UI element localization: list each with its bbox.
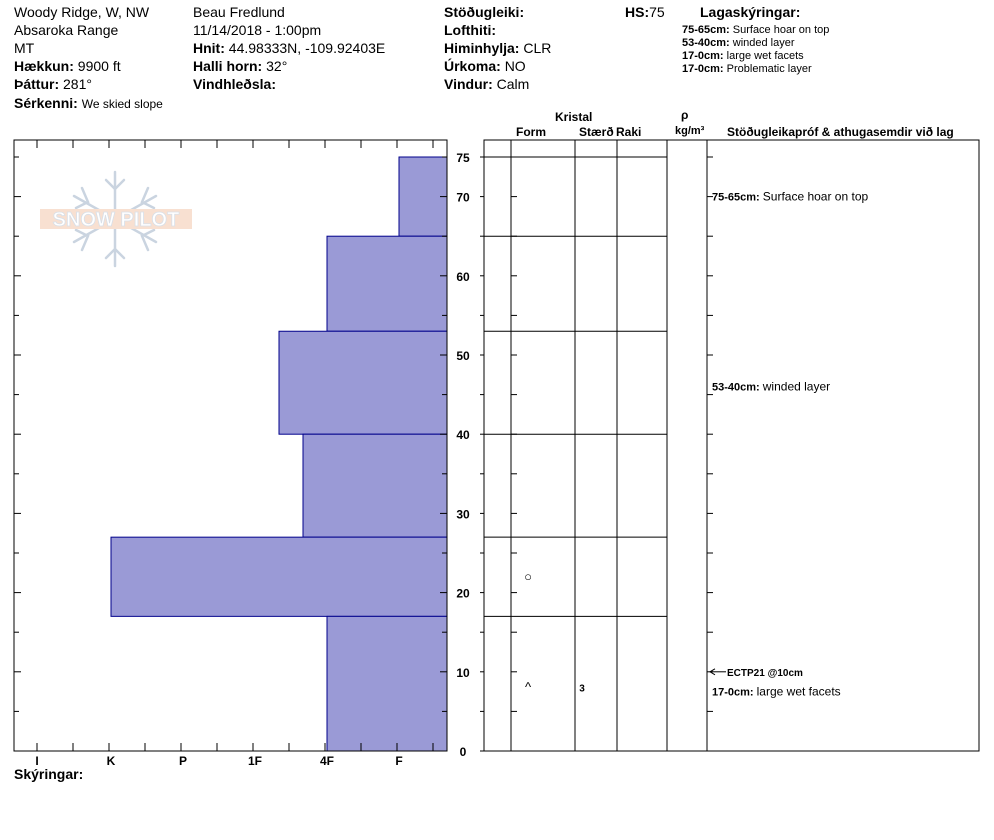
layer-comment: 75-65cm: Surface hoar on top — [712, 189, 869, 204]
wind-value: Calm — [496, 76, 530, 92]
datetime: 11/14/2018 - 1:00pm — [193, 22, 322, 38]
wind-loading-label: Vindhleðsla: — [193, 76, 276, 92]
y-tick-label: 10 — [456, 665, 470, 680]
aspect-value: 281° — [63, 76, 92, 92]
state: MT — [14, 40, 35, 56]
layer-note: 53-40cm: winded layer — [682, 37, 795, 49]
slope-label: Halli horn: — [193, 58, 263, 74]
x-tick-label: F — [395, 754, 403, 768]
y-tick-label: 0 — [459, 745, 467, 759]
hs-value: 75 — [649, 4, 665, 20]
moisture-header: Raki — [616, 125, 642, 139]
hardness-bar — [111, 537, 447, 616]
sky-label: Himinhylja: — [444, 40, 520, 56]
x-tick-label: 4F — [319, 754, 335, 768]
x-tick-label: I — [35, 754, 39, 768]
x-tick-label: P — [178, 754, 188, 768]
layer-note: 17-0cm: Problematic layer — [682, 63, 812, 75]
comments-header: Stöðugleikapróf & athugasemdir við lag — [727, 125, 954, 139]
crystal-size: 3 — [579, 683, 585, 695]
sky-value: CLR — [523, 40, 552, 56]
precip-label: Úrkoma: — [444, 58, 501, 74]
legend-label: Skýringar: — [14, 766, 84, 782]
elevation-value: 9900 ft — [77, 58, 121, 74]
stability-test-label: ECTP21 @10cm — [727, 667, 803, 679]
hardness-bar — [327, 616, 447, 751]
size-header: Stærð — [579, 125, 614, 139]
hs-label: HS: — [625, 4, 650, 20]
features-value: We skied slope — [81, 97, 163, 111]
rho-header: ρ — [681, 108, 689, 122]
y-tick-label: 50 — [456, 349, 470, 363]
crystal-form: ^ — [524, 679, 532, 695]
slope-value: 32° — [266, 58, 288, 74]
form-header: Form — [516, 125, 546, 139]
coords-label: Hnit: — [193, 40, 225, 56]
features-label: Sérkenni: — [14, 95, 78, 111]
layer-comment: 17-0cm: large wet facets — [712, 684, 841, 699]
aspect-label: Þáttur: — [14, 76, 60, 92]
x-tick-label: 1F — [247, 754, 263, 768]
crystal-form: ○ — [524, 568, 532, 584]
y-tick-label: 40 — [456, 428, 470, 443]
density-unit-header: kg/m³ — [675, 125, 705, 137]
hardness-bar — [327, 236, 447, 331]
mountain-range: Absaroka Range — [14, 22, 119, 38]
hardness-bar — [279, 331, 447, 434]
layer-comment: 53-40cm: winded layer — [712, 379, 831, 394]
hardness-bar — [399, 157, 447, 236]
observer: Beau Fredlund — [193, 4, 285, 20]
x-tick-label: K — [106, 754, 116, 768]
precip-value: NO — [504, 58, 526, 74]
location: Woody Ridge, W, NW — [14, 4, 150, 20]
stability-label: Stöðugleiki: — [444, 4, 525, 20]
crystal-header: Kristal — [555, 110, 593, 124]
y-tick-label: 30 — [456, 507, 470, 522]
y-tick-label: 70 — [456, 190, 470, 205]
snowpilot-logo — [40, 172, 192, 266]
coords-value: 44.98333N, -109.92403E — [228, 40, 386, 56]
layer-notes-title: Lagaskýringar: — [700, 4, 801, 20]
layer-note: 17-0cm: large wet facets — [682, 50, 804, 62]
y-tick-label: 20 — [456, 586, 470, 601]
layer-table-frame — [484, 140, 979, 751]
layer-note: 75-65cm: Surface hoar on top — [682, 24, 830, 36]
wind-label: Vindur: — [444, 76, 493, 92]
elevation-label: Hækkun: — [14, 58, 74, 74]
air-temp-label: Lofthiti: — [444, 22, 497, 38]
svg-text:SNOW PILOT: SNOW PILOT — [52, 209, 180, 231]
y-tick-label: 75 — [456, 151, 470, 165]
y-tick-label: 60 — [456, 269, 470, 284]
hardness-bar — [303, 434, 447, 537]
